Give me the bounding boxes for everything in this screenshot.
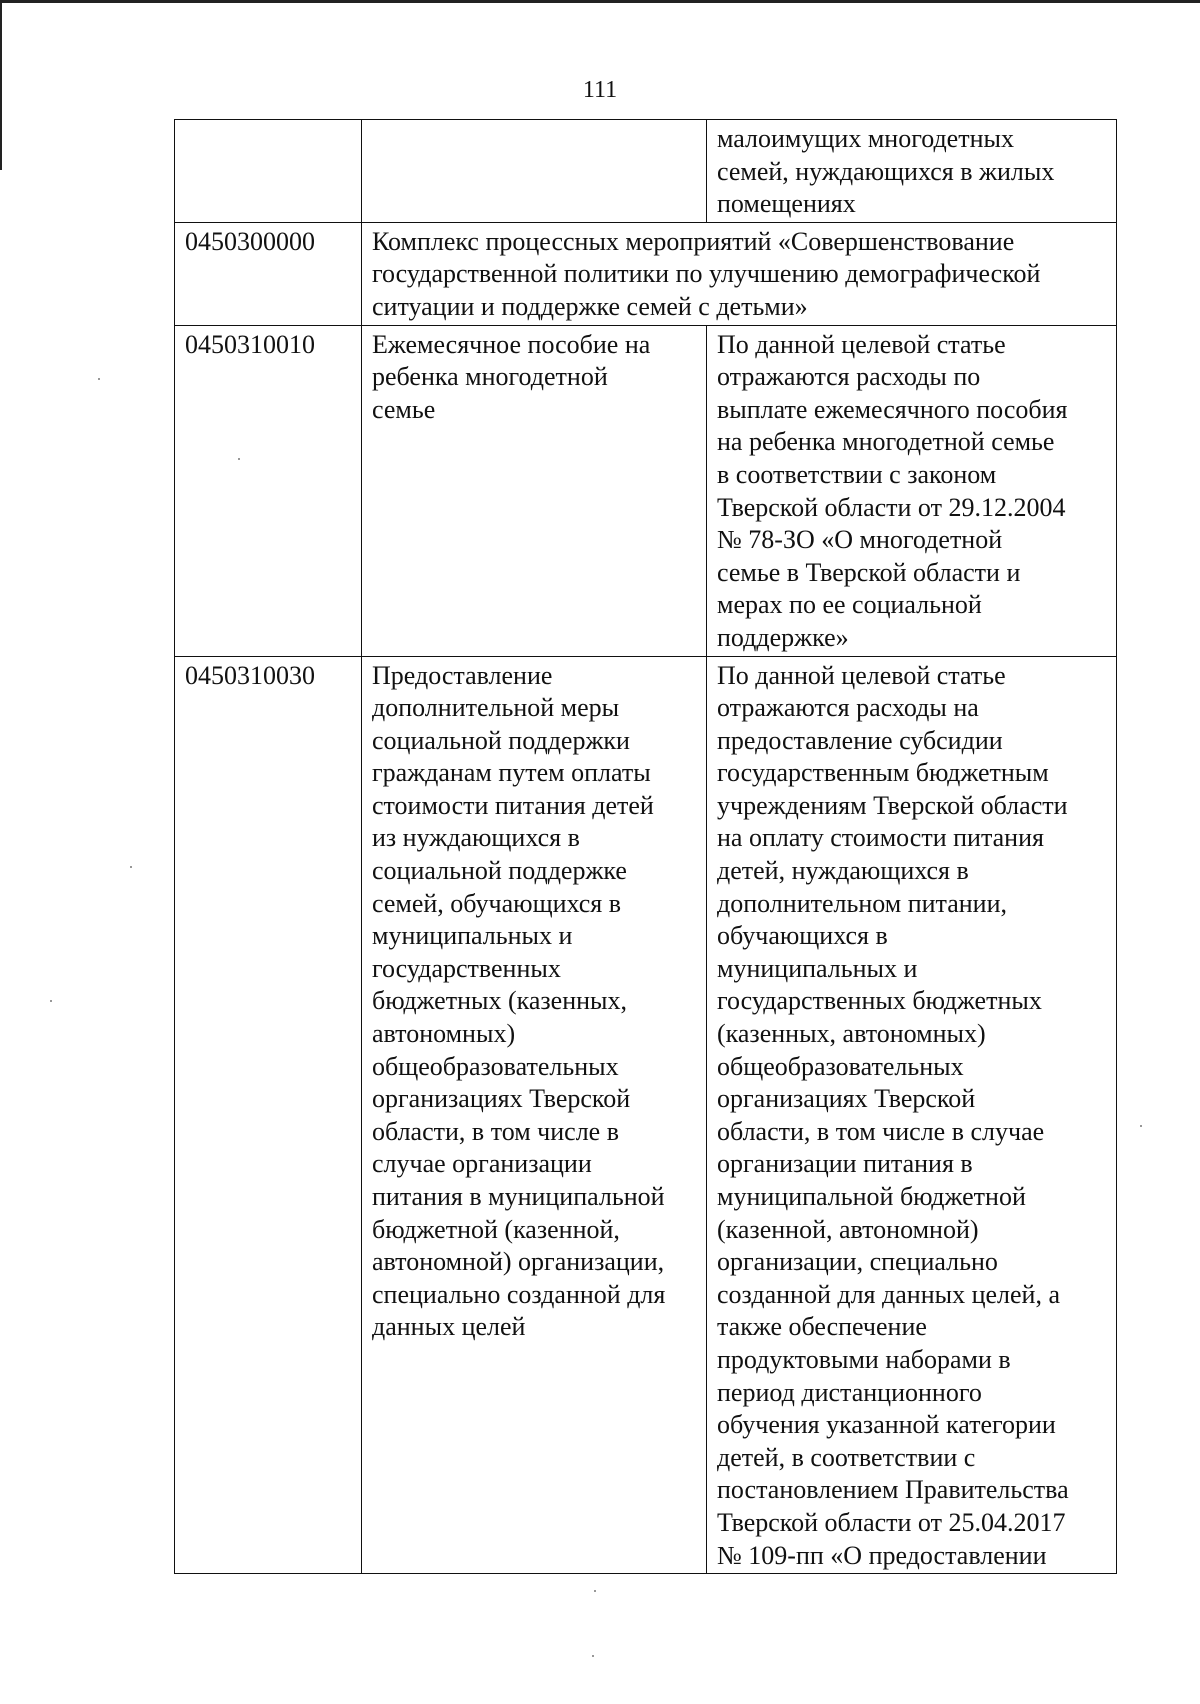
page-number: 111 (582, 77, 618, 103)
description-cell (707, 656, 1117, 1574)
code-cell (175, 222, 362, 325)
table-row (175, 656, 1117, 1574)
name-cell (362, 656, 707, 1574)
name-text: Предоставление дополнительной меры социальной поддержки гражданам путем оплаты стоимости питания детей из нуждающихся в социальной поддержке семей, обучающихся в муниципальных и государственных бюджетных (казенных, автономных) общеобразовательных организациях Тверской области, в том числе в случае организации питания в муниципальной бюджетной (казенной, автономной) организации, специально созданной для данных целей (372, 660, 666, 1342)
scan-speck (1140, 1125, 1142, 1127)
description-text: По данной целевой статье отражаются расходы по выплате ежемесячного пособия на ребенка многодетной семье в соответствии с законом Тверской области от 29.12.2004 № 78-ЗО «О многодетной семье в Тверской области и мерах по ее социальной поддержке» (717, 329, 1068, 652)
name-cell (362, 120, 707, 223)
name-text: Ежемесячное пособие на ребенка многодетной семье (372, 329, 651, 424)
table-row (175, 325, 1117, 656)
scan-border-top (0, 0, 1200, 3)
table-row (175, 120, 1117, 223)
code-cell (175, 325, 362, 656)
name-cell (362, 325, 707, 656)
scan-speck (592, 1655, 594, 1657)
description-text: малоимущих многодетных семей, нуждающихся в жилых помещениях (717, 124, 1055, 219)
scan-speck (238, 458, 240, 460)
code-cell (175, 656, 362, 1574)
code-text: 0450310010 (185, 329, 315, 359)
description-cell (707, 120, 1117, 223)
scan-speck (98, 378, 100, 380)
code-text: 0450310030 (185, 660, 315, 690)
scan-speck (130, 866, 132, 868)
table-row (175, 222, 1117, 325)
budget-classification-table (174, 119, 1117, 1574)
merged-title-cell (362, 222, 1117, 325)
scan-speck (50, 1000, 52, 1002)
section-title-text: Комплекс процессных мероприятий «Совершенствование государственной политики по улучшению демографической ситуации и поддержке семей с детьми» (372, 226, 1041, 321)
code-text: 0450300000 (185, 226, 315, 256)
scan-speck (594, 1590, 596, 1592)
description-cell (707, 325, 1117, 656)
code-cell (175, 120, 362, 223)
description-text: По данной целевой статье отражаются расходы на предоставление субсидии государственным бюджетным учреждениям Тверской области на оплату стоимости питания детей, нуждающихся в дополнительном питании, обучающихся в муниципальных и государственных бюджетных (казенных, автономных) общеобразовательных организациях Тверской области, в том числе в случае организации питания в муниципальной бюджетной (казенной, автономной) организации, специально созданной для данных целей, а также обеспечение продуктовыми наборами в период дистанционного обучения указанной категории детей, в соответствии с постановлением Правительства Тверской области от 25.04.2017 № 109-пп «О предоставлении (717, 660, 1069, 1570)
